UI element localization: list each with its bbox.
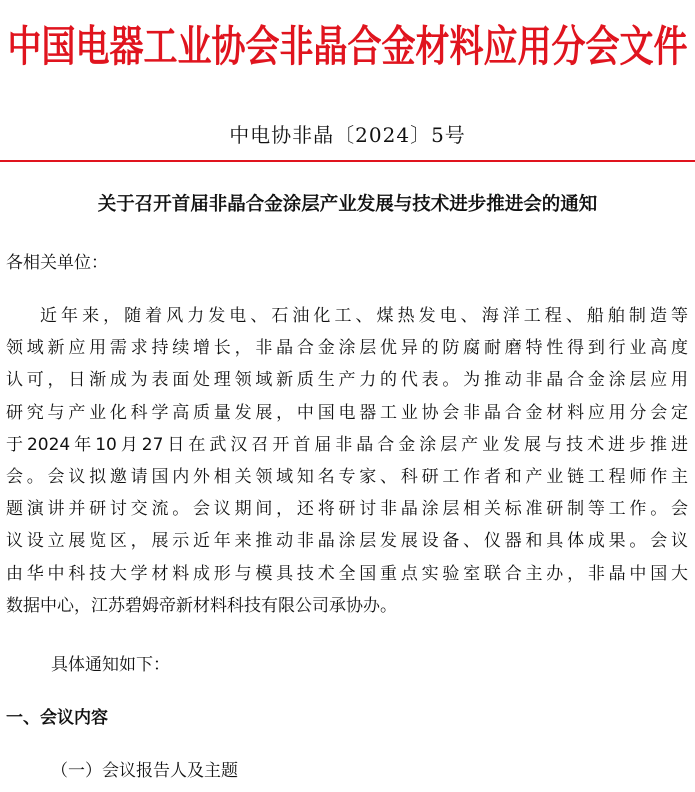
- body-line: 数据中心，江苏碧姆帝新材料科技有限公司承协办。: [6, 595, 397, 616]
- body-line: 议设立展览区，展示近年来推动非晶涂层发展设备、仪器和具体成果。会议: [6, 531, 688, 552]
- notice-body: [6, 300, 688, 622]
- body-line: 由华中科技大学材料成形与模具技术全国重点实验室联合主办，非晶中国大: [6, 563, 688, 584]
- section-heading-meeting-content: 一、会议内容: [6, 708, 108, 728]
- detail-intro: 具体通知如下：: [51, 655, 170, 675]
- body-line: 研究与产业化科学高质量发展，中国电器工业协会非晶合金材料应用分会定: [6, 402, 688, 423]
- notice-title: 关于召开首届非晶合金涂层产业发展与技术进步推进会的通知: [97, 194, 598, 215]
- body-line: 认可，日渐成为表面处理领域新质生产力的代表。为推动非晶合金涂层应用: [6, 370, 688, 391]
- body-line: 近年来，随着风力发电、石油化工、煤热发电、海洋工程、船舶制造等: [40, 306, 688, 326]
- body-line: 会。会议拟邀请国内外相关领域知名专家、科研工作者和产业链工程师作主: [6, 467, 688, 488]
- salutation: 各相关单位：: [6, 253, 108, 273]
- body-line: 题演讲并研讨交流。会议期间，还将研讨非晶涂层相关标准研制等工作。会: [6, 499, 688, 520]
- body-line: 领域新应用需求持续增长，非晶合金涂层优异的防腐耐磨特性得到行业高度: [6, 338, 688, 359]
- document-number: 中电协非晶〔2024〕5号: [229, 123, 466, 147]
- subsection-heading-speakers: （一）会议报告人及主题: [51, 761, 238, 781]
- issuer-title: 中国电器工业协会非晶合金材料应用分会文件: [7, 22, 688, 72]
- body-line: 于2024年10月27日在武汉召开首届非晶合金涂层产业发展与技术进步推进: [6, 434, 688, 455]
- red-header-rule: [0, 160, 695, 162]
